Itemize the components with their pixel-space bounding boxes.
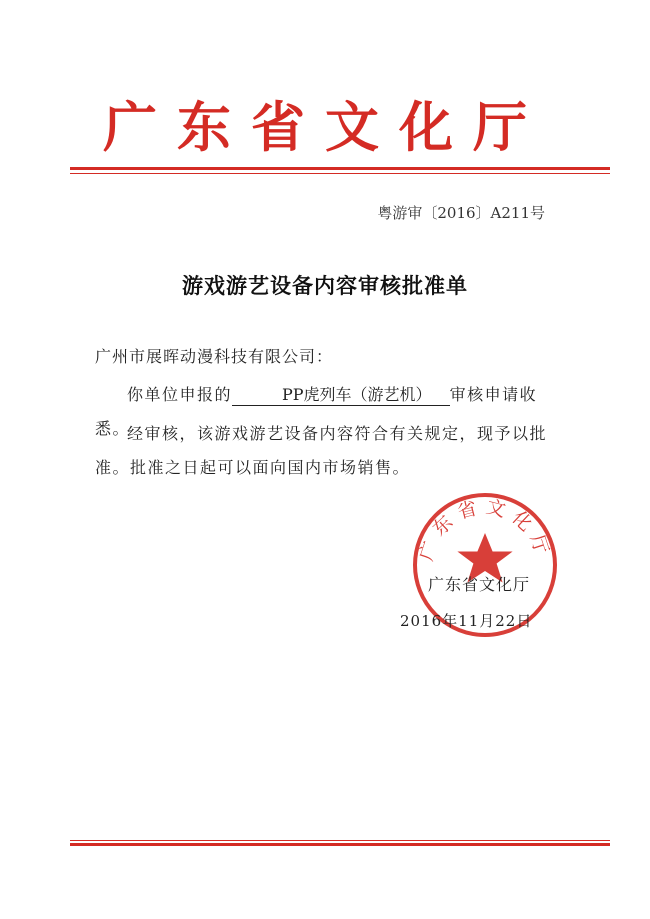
letterhead-rule-thick xyxy=(70,167,610,170)
paragraph-1-tail: 审核申请收悉。 xyxy=(95,385,538,438)
document-number: 粤游审〔2016〕A211号 xyxy=(377,204,545,222)
signature-organization: 广东省文化厅 xyxy=(428,575,531,594)
seal-text: 广东省文化厅 xyxy=(415,495,555,564)
signature-date: 2016年11月22日 xyxy=(400,612,533,630)
agency-letterhead: 广东省文化厅 xyxy=(103,95,547,159)
addressee: 广州市展晖动漫科技有限公司： xyxy=(95,347,334,366)
footer-rule-thin xyxy=(70,840,610,841)
body-paragraph-2: 经审核，该游戏游艺设备内容符合有关规定，现予以批准。批准之日起可以面向国内市场销售。 xyxy=(95,424,548,477)
letterhead-rule-thin xyxy=(70,173,610,174)
document-title: 游戏游艺设备内容审核批准单 xyxy=(182,273,468,298)
product-name: PP虎列车（游艺机） xyxy=(232,385,450,406)
paragraph-1-lead: 你单位申报的 xyxy=(127,385,233,404)
footer-rule-thick xyxy=(70,843,610,846)
